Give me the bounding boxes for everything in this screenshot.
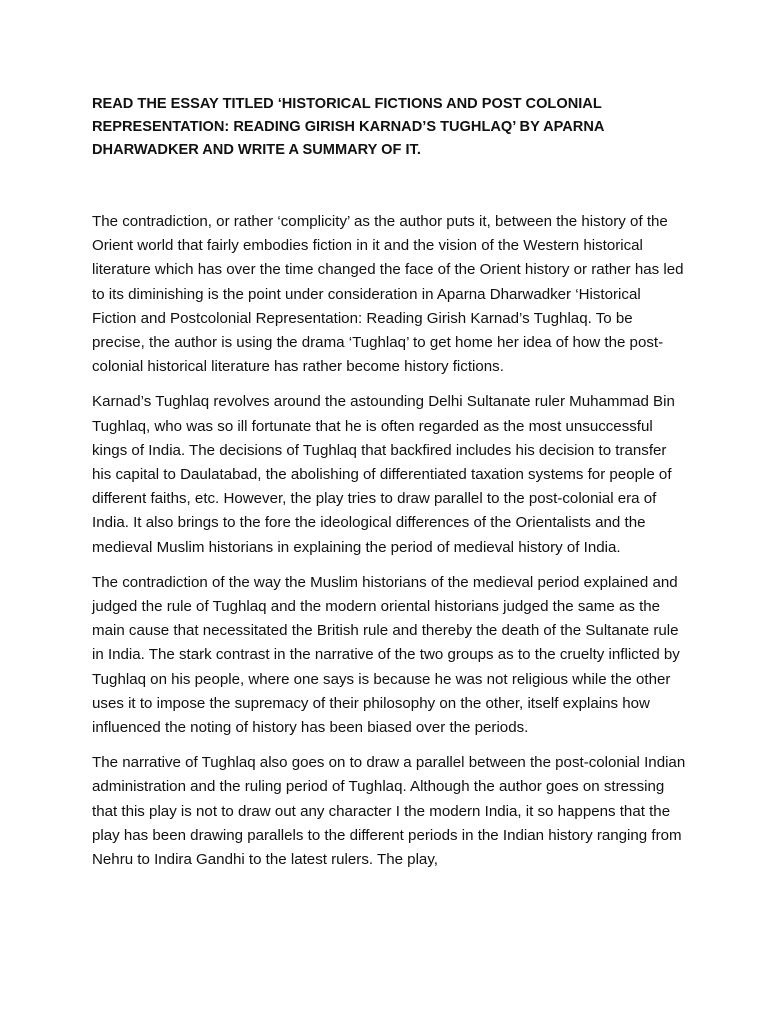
document-body	[92, 210, 688, 883]
paragraph-4: The narrative of Tughlaq also goes on to draw a parallel between the post-colonial Indian administration and the ruling period of Tughlaq. Although the author goes on stressing that this play is not to draw out any character I the modern India, it so happens that the play has been drawing parallels to the different periods in the Indian history ranging from Nehru to Indira Gandhi to the latest rulers. The play,	[92, 754, 686, 869]
document-heading: READ THE ESSAY TITLED ‘HISTORICAL FICTIONS AND POST COLONIAL REPRESENTATION: READING GIRISH KARNAD’S TUGHLAQ’ BY APARNA DHARWADKER AND WRITE A SUMMARY OF IT.	[92, 96, 604, 158]
paragraph-2: Karnad’s Tughlaq revolves around the astounding Delhi Sultanate ruler Muhammad Bin Tughlaq, who was so ill fortunate that he is often regarded as the most unsuccessful kings of India. The decisions of Tughlaq that backfired includes his decision to transfer his capital to Daulatabad, the abolishing of differentiated taxation systems for people of different faiths, etc. However, the play tries to draw parallel to the post-colonial era of India. It also brings to the fore the ideological differences of the Orientalists and the medieval Muslim historians in explaining the period of medieval history of India.	[92, 393, 675, 556]
paragraph-3: The contradiction of the way the Muslim historians of the medieval period explained and judged the rule of Tughlaq and the modern oriental historians judged the same as the main cause that necessitated the British rule and thereby the death of the Sultanate rule in India. The stark contrast in the narrative of the two groups as to the cruelty inflicted by Tughlaq on his people, where one says is because he was not religious while the other uses it to impose the supremacy of their philosophy on the other, itself explains how influenced the noting of history has been biased over the periods.	[92, 573, 680, 737]
paragraph-1: The contradiction, or rather ‘complicity’ as the author puts it, between the history of the Orient world that fairly embodies fiction in it and the vision of the Western historical literature which has over the time changed the face of the Orient history or rather has led to its diminishing is the point under consideration in Aparna Dharwadker ‘Historical Fiction and Postcolonial Representation: Reading Girish Karnad’s Tughlaq. To be precise, the author is using the drama ‘Tughlaq’ to get home her idea of how the post-colonial historical literature has rather become history fictions.	[92, 213, 684, 376]
